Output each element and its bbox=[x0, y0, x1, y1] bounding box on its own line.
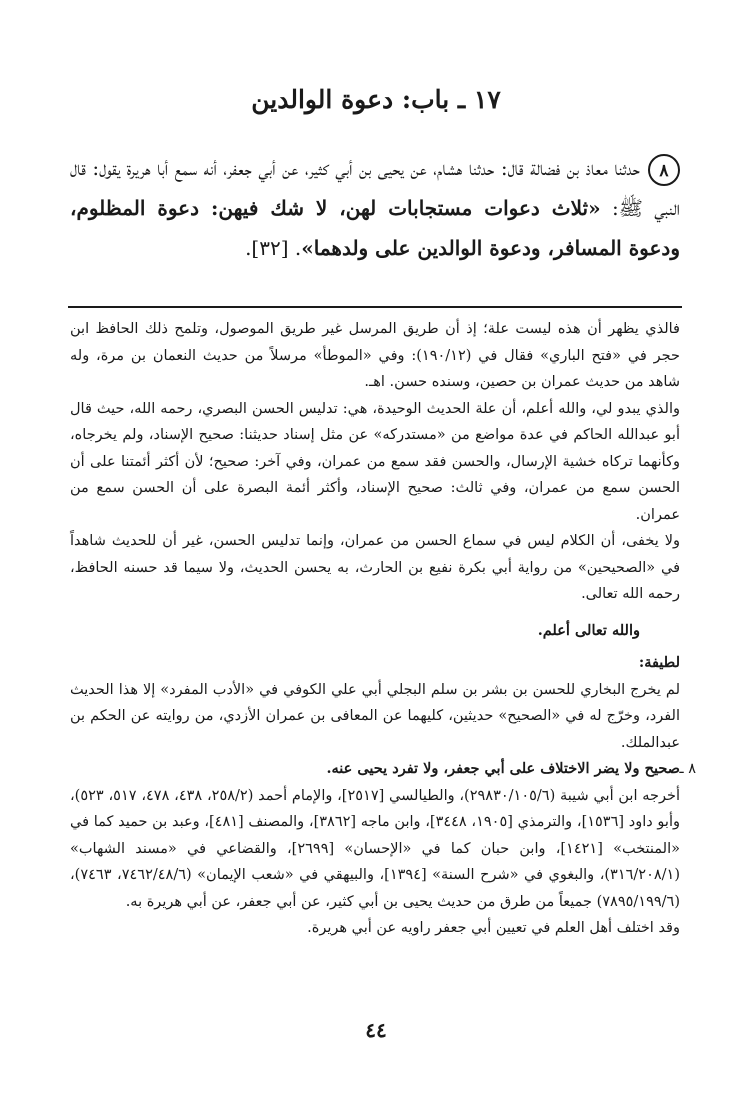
note-paragraph-1: فالذي يظهر أن هذه ليست علة؛ إذ أن طريق المرسل غير طريق الموصول، وتلمح ذلك الحافظ ابن حجر في «فتح الباري» فقال في (١٩٠/١٢): وفي «الموطأ» مرسلاً من حديث النعمان بن مرة، وله شاهد من حديث عمران بن حصين، وسنده حسن. اهـ. bbox=[70, 321, 681, 390]
latifa-text: لم يخرج البخاري للحسن بن بشر بن سلم البجلي أبي علي الكوفي في «الأدب المفرد» إلا هذا الحديث الفرد، وخرّج له في «الصحيح» حديثين، كليهما عن المعافى بن عمران الأزدي، من روايته عن الحكم بن عبدالملك. bbox=[70, 681, 680, 751]
hadith-ref: . [٣٢]. bbox=[245, 236, 302, 260]
footnote-item-text: أخرجه ابن أبي شيبة (٢٩٨٣٠/١٠٥/٦)، والطيالسي [٢٥١٧]، والإمام أحمد (٢٥٨/٢، ٤٣٨، ٤٧٨، ٥١٧، ٥٢٣)، وأبو داود [١٥٣٦]، والترمذي [١٩٠٥، ٣٤٤٨]، وابن ماجه [٣٨٦٢]، والمصنف [٤٨١]، وعبد بن حميد كما في «المنتخب» [١٤٢١]، وابن حبان كما في «الإحسان» [٢٦٩٩]، والقضاعي في «مسند الشهاب» (٣١٦/٢٠٨/١)، والبغوي في «شرح السنة» [١٣٩٤]، والبيهقي في «شعب الإيمان» (٧٤٦٢/٤٨/٦، ٧٤٦٣)، (٧٨٩٥/١٩٩/٦) جميعاً من طرق من حديث يحيى بن أبي كثير، عن أبي جعفر، عن أبي هريرة به. bbox=[70, 787, 681, 910]
footnote-divider bbox=[68, 306, 682, 308]
footnote-item-number: ٨ ـ bbox=[679, 761, 696, 777]
hadith-number-circle: ٨ bbox=[648, 154, 680, 186]
note-paragraph-2: والذي يبدو لي، والله أعلم، أن علة الحديث الوحيدة، هي: تدليس الحسن البصري، رحمه الله، حيث قال أبو عبدالله الحاكم في عدة مواضع من «مستدركه» عن مثل إسناد حديثنا: صحيح الإسناد، ولم يخرجاه، وكأنهما تركاه خشية الإرسال، والحسن فقد سمع من عمران، وفي آخر: صحيح؛ لأن أكثر أئمتنا على أن الحسن سمع من عمران، وفي ثالث: صحيح الإسناد، وأكثر أئمة البصرة على أن الحسن سمع من عمران. bbox=[70, 400, 680, 523]
footnote-item-heading: صحيح ولا يضر الاختلاف على أبي جعفر، ولا تفرد يحيى عنه. bbox=[326, 760, 680, 777]
chapter-title: ١٧ ـ باب: دعوة الوالدين bbox=[251, 85, 501, 114]
hadith-block bbox=[70, 148, 680, 268]
closing-phrase: والله تعالى أعلم. bbox=[537, 621, 640, 639]
hadith-isnad: حدثنا معاذ بن فضالة قال: حدثنا هشام، عن يحيى بن أبي كثير، عن أبي جعفر، أنه سمع أبا هريرة يقول: قال النبي ﷺ: bbox=[70, 156, 680, 220]
latifa-heading: لطيفة: bbox=[638, 654, 680, 671]
note-paragraph-3: ولا يخفى، أن الكلام ليس في سماع الحسن من عمران، وإنما تدليس الحسن، غير أن للحديث شاهداً في «الصحيحين» من رواية أبي بكرة نفيع بن الحارث، به يحسن الحديث، ولا سيما قد حسنه الحافظ، رحمه الله تعالى. bbox=[70, 533, 680, 602]
footnotes-block bbox=[70, 316, 696, 942]
page-number: ٤٤ bbox=[365, 1018, 387, 1042]
hadith-matn: «ثلاث دعوات مستجابات لهن، لا شك فيهن: دعوة المظلوم، ودعوة المسافر، ودعوة الوالدين على ولدهما» bbox=[70, 196, 680, 260]
footnote-item-last-line: وقد اختلف أهل العلم في تعيين أبي جعفر راويه عن أبي هريرة. bbox=[307, 920, 680, 936]
footnote-item-8 bbox=[70, 756, 696, 942]
